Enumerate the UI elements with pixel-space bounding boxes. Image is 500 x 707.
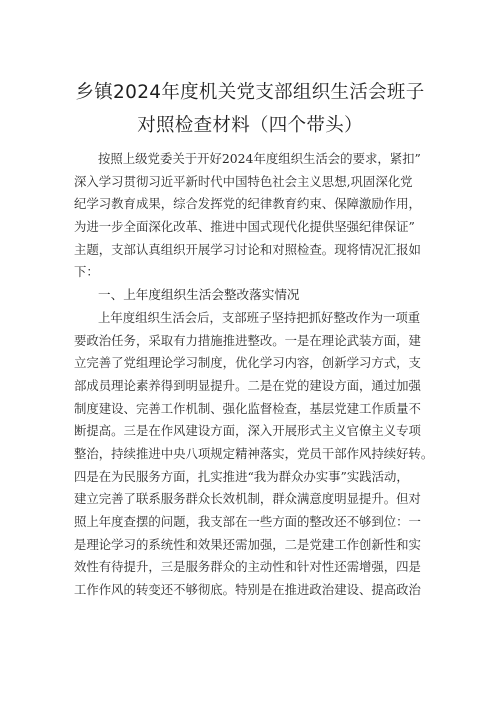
document-title-line-2: 对照检查材料（四个带头） bbox=[137, 115, 363, 136]
paragraph-line: 深入学习贯彻习近平新时代中国特色社会主义思想,巩固深化党 bbox=[74, 173, 413, 189]
paragraph-line: 立完善了党组理论学习制度，优化学习内容，创新学习方式，支 bbox=[74, 355, 421, 371]
paragraph-line: 效性有待提升，三是服务群众的主动性和针对性还需增强，四是 bbox=[74, 559, 421, 575]
paragraph-line: 照上年度查摆的问题，我支部在一些方面的整改还不够到位：一 bbox=[74, 514, 421, 529]
paragraph-line: 建立完善了联系服务群众长效机制，群众满意度明显提升。但对 bbox=[74, 491, 421, 507]
section-heading: 一、上年度组织生活会整改落实情况 bbox=[98, 287, 300, 303]
document-title-line-1: 乡镇2024年度机关党支部组织生活会班子 bbox=[75, 82, 425, 103]
paragraph-line: 部成员理论素养得到明显提升。二是在党的建设方面，通过加强 bbox=[74, 377, 421, 393]
paragraph-line: 主题，支部认真组织开展学习讨论和对照检查。现将情况汇报如 bbox=[74, 241, 421, 257]
document-body bbox=[74, 148, 434, 602]
paragraph-line: 上年度组织生活会后，支部班子坚持把抓好整改作为一项重 bbox=[98, 309, 421, 325]
paragraph-line: 为进一步全面深化改革、推进中国式现代化提供坚强纪律保证” bbox=[74, 219, 415, 235]
paragraph-line: 整治，持续推进中央八项规定精神落实，党员干部作风持续好转。 bbox=[74, 445, 434, 461]
paragraph-line: 纪学习教育成果，综合发挥党的纪律教育约束、保障激励作用， bbox=[74, 196, 421, 212]
paragraph-line: 四是在为民服务方面，扎实推进“我为群众办实事”实践活动， bbox=[74, 468, 409, 484]
paragraph-line: 要政治任务，采取有力措施推进整改。一是在理论武装方面，建 bbox=[74, 332, 421, 348]
paragraph-line: 下： bbox=[74, 264, 99, 280]
paragraph-line: 按照上级党委关于开好2024年度组织生活会的要求，紧扣” bbox=[98, 151, 421, 166]
paragraph-line: 工作作风的转变还不够彻底。特别是在推进政治建设、提高政治 bbox=[74, 582, 421, 598]
paragraph-line: 制度建设、完善工作机制、强化监督检查，基层党建工作质量不 bbox=[74, 400, 421, 416]
paragraph-line: 断提高。三是在作风建设方面，深入开展形式主义官僚主义专项 bbox=[74, 423, 421, 439]
paragraph-line: 是理论学习的系统性和效果还需加强，二是党建工作创新性和实 bbox=[74, 536, 421, 552]
